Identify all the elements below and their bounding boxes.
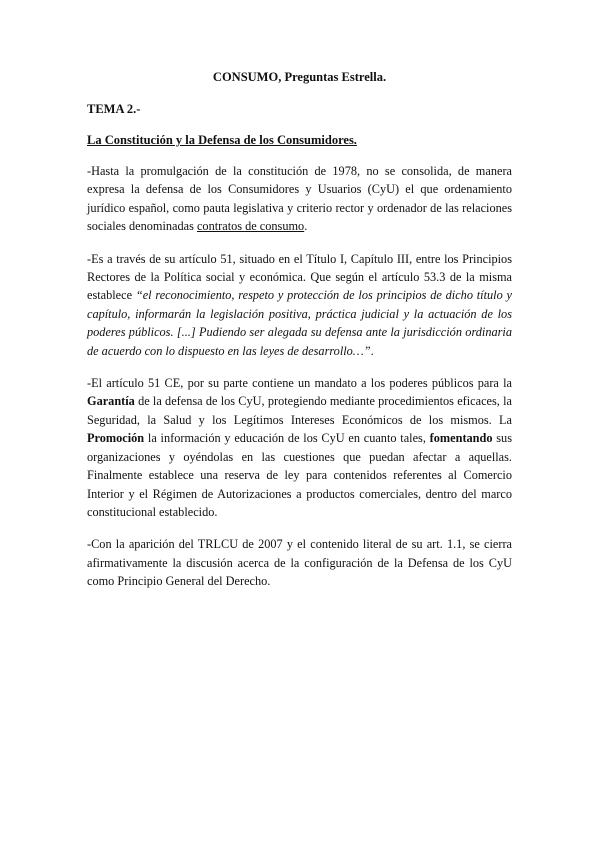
paragraph-4: [87, 535, 512, 590]
constitution-quote: “el reconocimiento, respeto y protección de los principios de dicho título y capítulo, informarán la legislación positiva, práctica judicial y la actuación de los poderes públicos. [...] Pudiendo ser alegada su defensa ante la jurisdicción ordinaria de acuerdo con lo dispuesto en las leyes de desarrollo…”: [87, 288, 512, 358]
paragraph-3-part-c: de la defensa de los CyU, protegiendo mediante procedimientos eficaces, la Seguridad, la Salud y los Legítimos Intereses Económicos de los mismos. La: [87, 394, 512, 427]
section-heading: TEMA 2.-: [87, 102, 141, 116]
paragraph-3-part-d: la información y educación de los CyU en cuanto tales,: [144, 431, 430, 446]
paragraph-2-text: -Es a través de su artículo 51, situado en el Título I, Capítulo III, entre los Principios Rectores de la Política social y económica. Que según el artículo 53.3 de la misma establece: [87, 251, 512, 303]
paragraph-2-end: .: [370, 343, 374, 358]
fomentando-bold: fomentando: [429, 431, 493, 446]
document-title: CONSUMO, Preguntas Estrella.: [212, 70, 387, 84]
paragraph-1: [87, 162, 512, 236]
paragraph-3-part-e: sus organizaciones y oyéndolas en las cuestiones que puedan afectar a aquellas. Finalmente establece una reserva de ley para contenidos referentes al Comercio Interior y el Régimen de Autorizaciones a productos comerciales, dentro del marco constitucional establecido.: [87, 431, 512, 519]
garantia-bold: Garantía: [87, 394, 135, 409]
paragraph-3: [87, 374, 512, 521]
paragraph-1-text: -Hasta la promulgación de la constitución de 1978, no se consolida, de manera expresa la defensa de los Consumidores y Usuarios (CyU) el que ordenamiento jurídico español, como pauta legislativa y criterio rector y ordenador de las relaciones sociales denominadas: [87, 164, 512, 234]
paragraph-4-text: -Con la aparición del TRLCU de 2007 y el contenido literal de su art. 1.1, se cierra afirmativamente la discusión acerca de la configuración de la Defensa de los CyU como Principio General del Derecho.: [87, 537, 512, 589]
section-subtitle: La Constitución y la Defensa de los Consumidores.: [87, 133, 357, 147]
contratos-consumo-text: contratos de consumo: [196, 219, 305, 234]
paragraph-1-end: .: [304, 219, 308, 234]
promocion-bold: Promoción: [87, 431, 145, 446]
paragraph-2: [87, 250, 512, 360]
paragraph-3-part-a: -El artículo 51 CE, por su parte contiene un mandato a los poderes públicos para la: [87, 376, 512, 391]
